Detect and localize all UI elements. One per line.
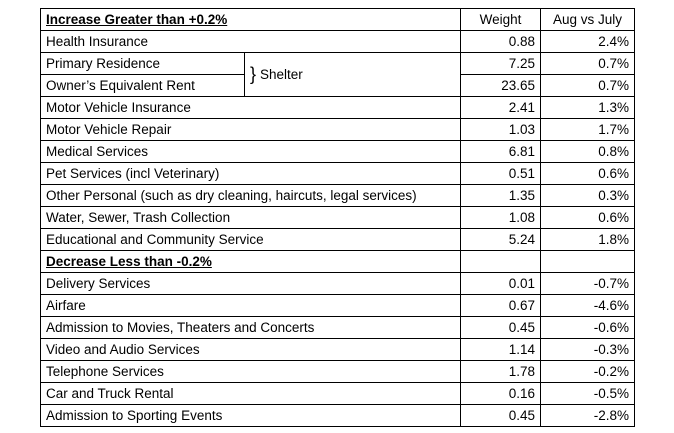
item-weight: 7.25 <box>461 53 541 75</box>
item-change: -0.3% <box>541 339 635 361</box>
table-row <box>41 97 635 119</box>
change-column-header: Aug vs July <box>541 9 635 31</box>
item-change: -4.6% <box>541 295 635 317</box>
table-row <box>41 273 635 295</box>
item-weight: 0.51 <box>461 163 541 185</box>
item-change: 1.7% <box>541 119 635 141</box>
item-change: 0.8% <box>541 141 635 163</box>
empty-cell <box>541 251 635 273</box>
item-change: 2.4% <box>541 31 635 53</box>
item-name: Airfare <box>41 295 461 317</box>
item-name: Motor Vehicle Repair <box>41 119 461 141</box>
table-row <box>41 229 635 251</box>
section-header-row <box>41 251 635 273</box>
shelter-group-label <box>245 53 461 97</box>
weight-column-header: Weight <box>461 9 541 31</box>
table-row <box>41 207 635 229</box>
item-name: Video and Audio Services <box>41 339 461 361</box>
item-name: Pet Services (incl Veterinary) <box>41 163 461 185</box>
table-row <box>41 31 635 53</box>
item-weight: 6.81 <box>461 141 541 163</box>
item-name: Water, Sewer, Trash Collection <box>41 207 461 229</box>
item-weight: 2.41 <box>461 97 541 119</box>
section-title: Increase Greater than +0.2% <box>41 9 461 31</box>
item-change: -0.5% <box>541 383 635 405</box>
item-weight: 0.01 <box>461 273 541 295</box>
item-weight: 0.16 <box>461 383 541 405</box>
item-name: Delivery Services <box>41 273 461 295</box>
section-title: Decrease Less than -0.2% <box>41 251 461 273</box>
table-row <box>41 317 635 339</box>
item-change: 0.6% <box>541 207 635 229</box>
item-name: Car and Truck Rental <box>41 383 461 405</box>
table-row <box>41 405 635 427</box>
empty-cell <box>461 251 541 273</box>
item-change: -2.8% <box>541 405 635 427</box>
item-change: -0.2% <box>541 361 635 383</box>
item-weight: 0.67 <box>461 295 541 317</box>
item-weight: 1.35 <box>461 185 541 207</box>
shelter-label: Shelter <box>260 67 303 82</box>
table-row <box>41 141 635 163</box>
item-weight: 0.88 <box>461 31 541 53</box>
item-name: Other Personal (such as dry cleaning, haircuts, legal services) <box>41 185 461 207</box>
table-row <box>41 119 635 141</box>
item-change: 0.6% <box>541 163 635 185</box>
item-change: 1.3% <box>541 97 635 119</box>
item-change: 0.7% <box>541 75 635 97</box>
item-weight: 0.45 <box>461 405 541 427</box>
brace-icon: } <box>250 64 257 84</box>
table-row <box>41 163 635 185</box>
item-name: Motor Vehicle Insurance <box>41 97 461 119</box>
item-change: -0.6% <box>541 317 635 339</box>
item-name: Owner’s Equivalent Rent <box>41 75 245 97</box>
table-row <box>41 361 635 383</box>
table-row <box>41 295 635 317</box>
item-change: 0.7% <box>541 53 635 75</box>
item-name: Primary Residence <box>41 53 245 75</box>
item-weight: 1.08 <box>461 207 541 229</box>
item-name: Admission to Sporting Events <box>41 405 461 427</box>
item-name: Health Insurance <box>41 31 461 53</box>
item-name: Educational and Community Service <box>41 229 461 251</box>
item-change: 1.8% <box>541 229 635 251</box>
table-row <box>41 53 635 75</box>
cpi-component-table <box>40 8 635 427</box>
item-weight: 1.14 <box>461 339 541 361</box>
item-change: -0.7% <box>541 273 635 295</box>
table-row <box>41 339 635 361</box>
item-weight: 23.65 <box>461 75 541 97</box>
item-weight: 5.24 <box>461 229 541 251</box>
item-weight: 1.78 <box>461 361 541 383</box>
item-name: Admission to Movies, Theaters and Concerts <box>41 317 461 339</box>
item-weight: 0.45 <box>461 317 541 339</box>
item-change: 0.3% <box>541 185 635 207</box>
table-row <box>41 185 635 207</box>
table-row <box>41 383 635 405</box>
item-name: Medical Services <box>41 141 461 163</box>
item-name: Telephone Services <box>41 361 461 383</box>
table-header-row <box>41 9 635 31</box>
item-weight: 1.03 <box>461 119 541 141</box>
